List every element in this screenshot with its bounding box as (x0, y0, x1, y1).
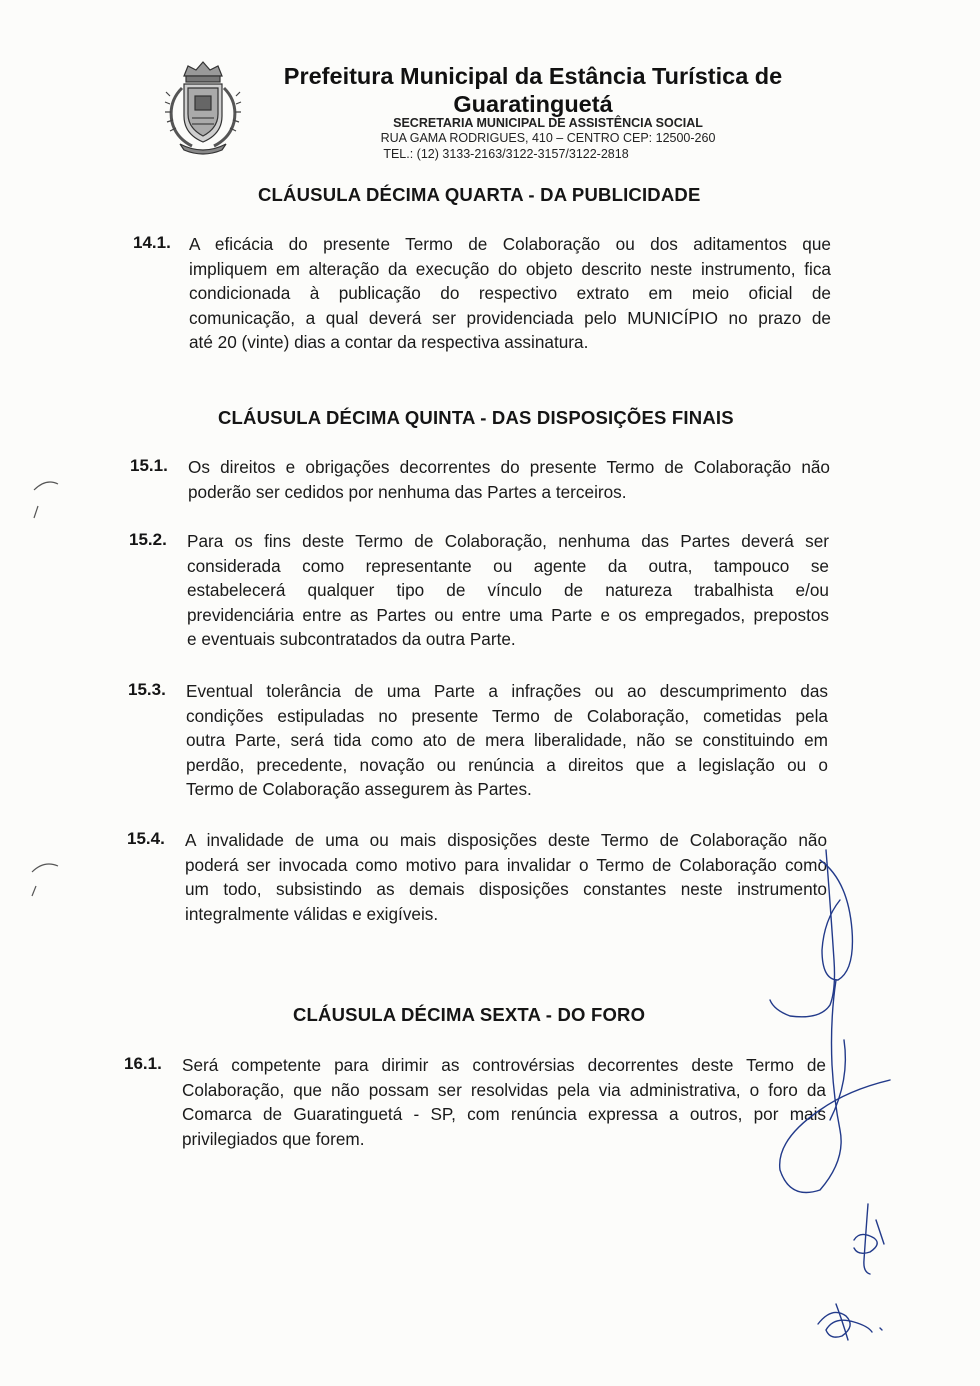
clause-line: até 20 (vinte) dias a contar da respectiva assinatura. (189, 332, 589, 353)
department-name: SECRETARIA MUNICIPAL DE ASSISTÊNCIA SOCIAL (393, 116, 703, 130)
clause-line: A invalidade de uma ou mais disposições deste Termo de Colaboração não (185, 830, 827, 850)
title-line-2: Guaratinguetá (453, 91, 613, 117)
clause-number: 15.3. (128, 680, 166, 699)
clause-line: Eventual tolerância de uma Parte a infrações ou ao descumprimento das (186, 681, 828, 701)
clause-line: Termo de Colaboração assegurem às Partes. (186, 779, 532, 800)
clause-line: Comarca de Guaratinguetá - SP, com renúncia expressa a outros, por mais (182, 1104, 826, 1125)
clause-line: Os direitos e obrigações decorrentes do presente Termo de Colaboração não (188, 457, 830, 477)
section-heading: CLÁUSULA DÉCIMA QUARTA - DA PUBLICIDADE (258, 184, 701, 205)
clause-line: perdão, precedente, novação ou renúncia a direitos que a legislação ou o (186, 754, 828, 775)
clause-number: 15.4. (127, 829, 165, 848)
clause-text (187, 529, 829, 652)
clause-number: 15.2. (129, 530, 167, 549)
clause-line: comunicação, a qual deverá ser providenciada pelo MUNICÍPIO no prazo de (189, 307, 831, 328)
section-heading: CLÁUSULA DÉCIMA SEXTA - DO FORO (293, 1004, 646, 1025)
clause-text (188, 455, 830, 504)
clause-line: condicionada à publicação do respectivo extrato em meio oficial de (189, 283, 831, 304)
clause-line: considerada como representante ou agente da outra, tampouco se (187, 555, 829, 576)
clause-number: 15.1. (130, 456, 168, 475)
municipal-crest-icon (162, 58, 244, 158)
title-line-1: Prefeitura Municipal da Estância Turística de (283, 63, 783, 89)
clause-line: Colaboração, que não possam ser resolvidas pela via administrativa, o foro da (182, 1079, 826, 1100)
phone-line: TEL.: (12) 3133-2163/3122-3157/3122-2818 (383, 147, 629, 161)
initials-mark (840, 1200, 900, 1280)
clause-line: estabelecerá qualquer tipo de vínculo de natureza trabalhista e/ou (187, 580, 829, 601)
clause-text (189, 232, 831, 355)
clause-line: impliquem em alteração da execução do objeto descrito neste instrumento, fica (189, 258, 831, 279)
clause-line: A eficácia do presente Termo de Colaboração ou dos aditamentos que (189, 234, 831, 254)
clause-number: 16.1. (124, 1054, 162, 1073)
clause-line: poderá ser invocada como motivo para invalidar o Termo de Colaboração como (185, 854, 827, 875)
address-line: RUA GAMA RODRIGUES, 410 – CENTRO CEP: 12500-260 (380, 131, 716, 145)
clause-text (182, 1053, 826, 1151)
clause-line: um todo, subsistindo as demais disposições constantes neste instrumento (185, 879, 827, 900)
section-heading: CLÁUSULA DÉCIMA QUINTA - DAS DISPOSIÇÕES FINAIS (218, 407, 734, 428)
clause-line: privilegiados que forem. (182, 1128, 365, 1149)
clause-text (186, 679, 828, 802)
signature-mark (760, 840, 910, 1220)
clause-number: 14.1. (133, 233, 171, 252)
clause-line: Será competente para dirimir as controvérsias decorrentes deste Termo de (182, 1055, 826, 1075)
clause-line: e eventuais subcontratados da outra Parte. (187, 629, 516, 650)
scan-mark (18, 850, 68, 910)
clause-line: Para os fins deste Termo de Colaboração, nenhuma das Partes deverá ser (187, 531, 829, 551)
clause-text (185, 828, 827, 926)
clause-line: poderão ser cedidos por nenhuma das Partes a terceiros. (188, 481, 627, 502)
municipality-title (268, 62, 798, 118)
clause-line: condições estipuladas no presente Termo de Colaboração, cometidas pela (186, 705, 828, 726)
clause-line: outra Parte, será tida como ato de mera liberalidade, não se constituindo em (186, 730, 828, 751)
initials-mark (812, 1296, 892, 1346)
clause-line: integralmente válidas e exigíveis. (185, 903, 439, 924)
clause-line: previdenciária entre as Partes ou entre uma Parte e os empregados, prepostos (187, 604, 829, 625)
scan-mark (18, 470, 68, 540)
